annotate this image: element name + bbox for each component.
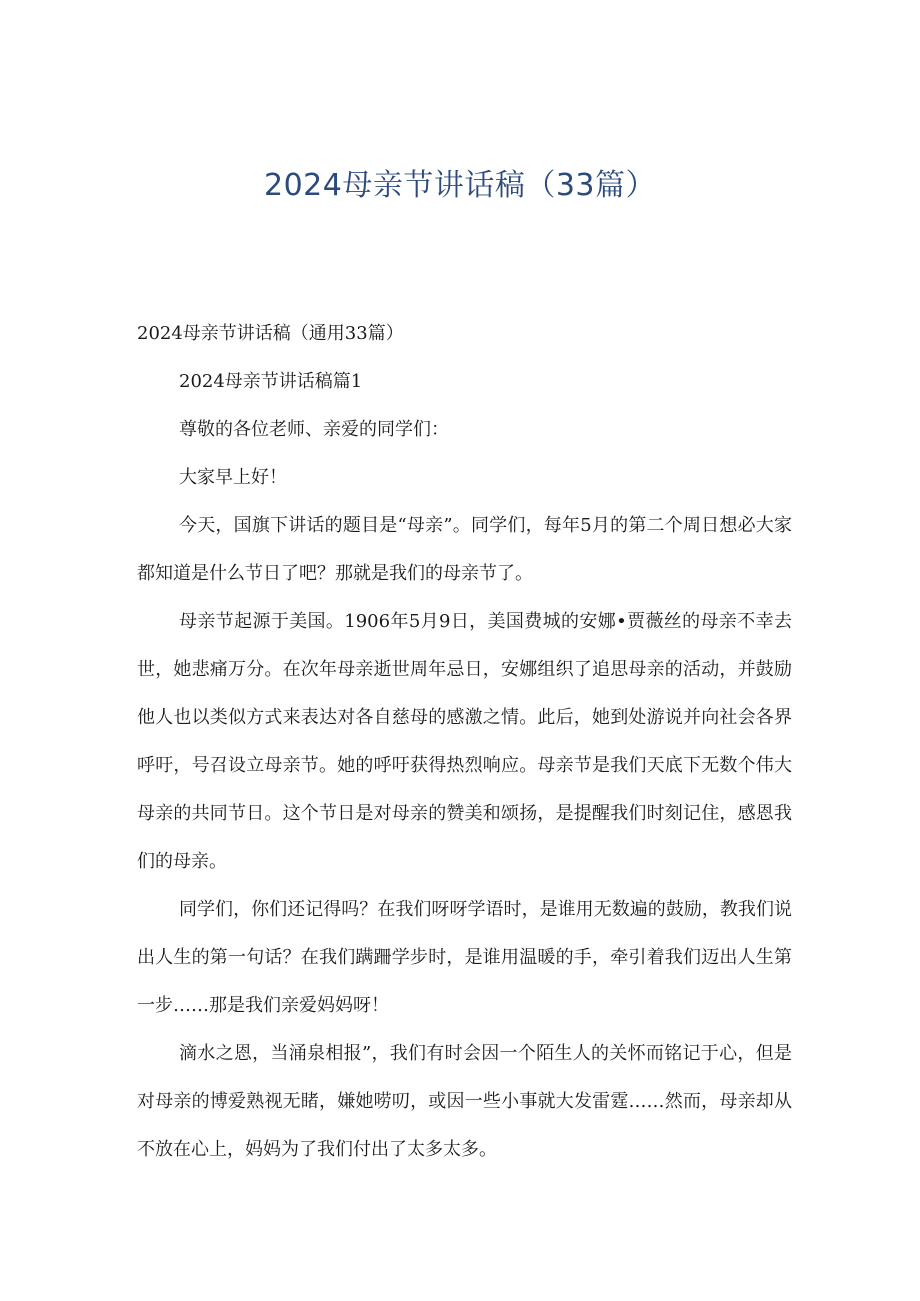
paragraph-origin: 母亲节起源于美国。1906年5月9日，美国费城的安娜•贾薇丝的母亲不幸去世，她悲痛万分。在次年母亲逝世周年忌日，安娜组织了追思母亲的活动，并鼓励他人也以类似方式来表达对各自慈母的感激之情。此后，她到处游说并向社会各界呼吁，号召设立母亲节。她的呼吁获得热烈响应。母亲节是我们天底下无数个伟大母亲的共同节日。这个节日是对母亲的赞美和颂扬，是提醒我们时刻记住，感恩我们的母亲。 — [137, 611, 792, 872]
document-title: 2024母亲节讲话稿（33篇） — [263, 168, 657, 203]
section-heading: 2024母亲节讲话稿篇1 — [179, 371, 363, 392]
document-subtitle: 2024母亲节讲话稿（通用33篇） — [137, 323, 404, 344]
paragraph-memories: 同学们，你们还记得吗？在我们呀呀学语时，是谁用无数遍的鼓励，教我们说出人生的第一句话？在我们蹒跚学步时，是谁用温暖的手，牵引着我们迈出人生第一步……那是我们亲爱妈妈呀！ — [137, 899, 792, 1016]
paragraph-topic: 今天，国旗下讲话的题目是“母亲”。同学们，每年5月的第二个周日想必大家都知道是什么节日了吧？那就是我们的母亲节了。 — [137, 515, 792, 584]
paragraph-morning: 大家早上好！ — [179, 467, 287, 488]
paragraph-gratitude: 滴水之恩，当涌泉相报”，我们有时会因一个陌生人的关怀而铭记于心，但是对母亲的博爱熟视无睹，嫌她唠叨，或因一些小事就大发雷霆……然而，母亲却从不放在心上，妈妈为了我们付出了太多太多。 — [137, 1043, 792, 1160]
document-body — [137, 310, 792, 1174]
paragraph-greeting: 尊敬的各位老师、亲爱的同学们： — [179, 419, 449, 440]
